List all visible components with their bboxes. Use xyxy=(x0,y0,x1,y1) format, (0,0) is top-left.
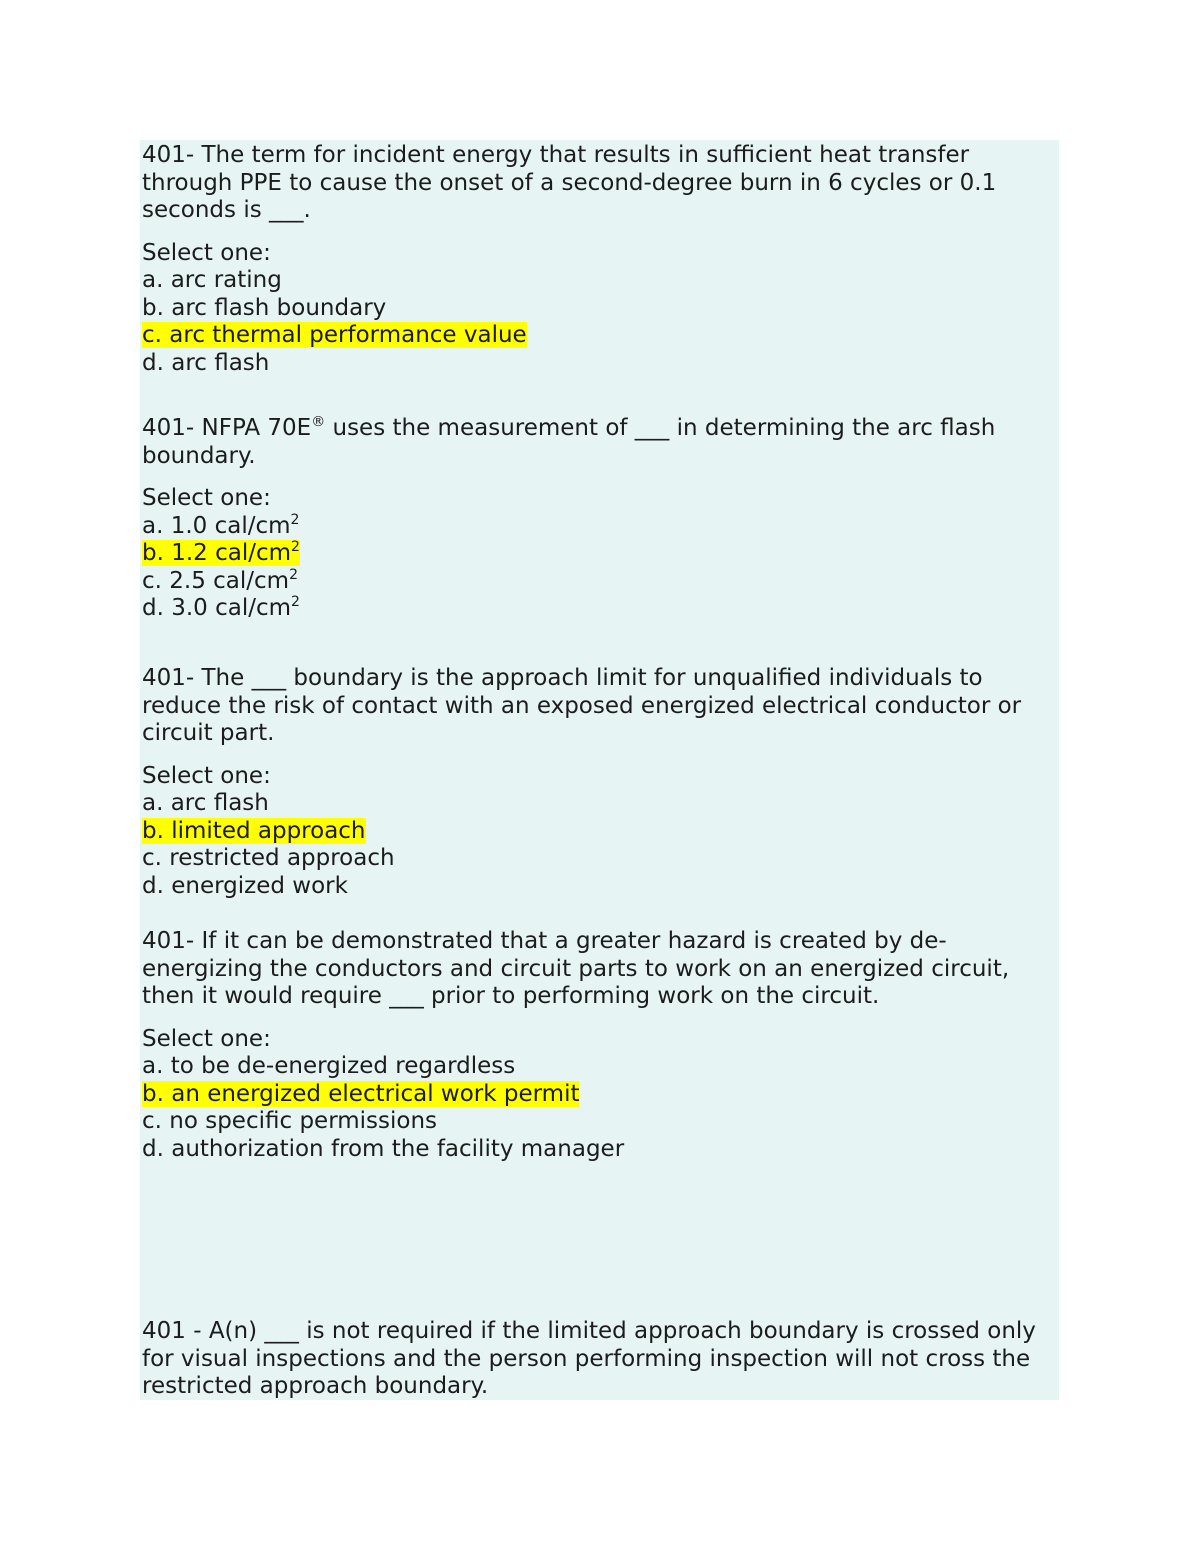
option-c[interactable]: c. no specific permissions xyxy=(142,1108,438,1134)
option-b-correct[interactable]: b. limited approach xyxy=(142,817,366,844)
question-block-4 xyxy=(142,928,1060,1163)
option-a[interactable]: a. 1.0 cal/$cm^2$ xyxy=(142,511,300,539)
option-list xyxy=(142,790,1060,900)
registered-mark: ® xyxy=(311,414,326,430)
option-c[interactable]: c. 2.5 cal/$cm^2$ xyxy=(142,566,299,594)
option-list xyxy=(142,267,1060,377)
option-d[interactable]: d. arc flash xyxy=(142,349,270,376)
question-block-1 xyxy=(142,142,1060,377)
question-text: 401- If it can be demonstrated that a greater hazard is created by de-energizing the conductors and circuit parts to work on an energized circuit, then it would require ___ prior to performing work on the circuit. xyxy=(142,928,1010,1009)
option-b-correct[interactable]: b. an energized electrical work permit xyxy=(142,1080,580,1107)
select-one-label: Select one: xyxy=(142,1025,271,1052)
option-b[interactable]: b. arc flash boundary xyxy=(142,294,387,321)
option-d[interactable]: d. authorization from the facility manager xyxy=(142,1135,625,1162)
question-text: 401- NFPA 70E® uses the measurement of ___ in determining the arc flash boundary. xyxy=(142,414,996,469)
question-text: 401 - A(n) ___ is not required if the limited approach boundary is crossed only for visual inspections and the person performing inspection will not cross the restricted approach boundary. xyxy=(142,1318,1036,1399)
option-b-correct[interactable]: b. 1.2 cal/$cm^2$ xyxy=(142,539,300,566)
option-list xyxy=(142,513,1060,623)
question-text: 401- The ___ boundary is the approach limit for unqualified individuals to reduce the risk of contact with an exposed energized electrical conductor or circuit part. xyxy=(142,665,1022,746)
option-a[interactable]: a. arc flash xyxy=(142,790,269,816)
option-d[interactable]: d. 3.0 cal/$cm^2$ xyxy=(142,594,300,621)
question-text: 401- The term for incident energy that results in sufficient heat transfer through PPE to cause the onset of a second-degree burn in 6 cycles or 0.1 seconds is ___. xyxy=(142,142,997,223)
question-block-5 xyxy=(142,1318,1060,1401)
question-block-3 xyxy=(142,665,1060,900)
option-list xyxy=(142,1053,1060,1163)
option-c-correct[interactable]: c. arc thermal performance value xyxy=(142,322,527,348)
select-one-label: Select one: xyxy=(142,485,271,511)
question-block-2 xyxy=(142,415,1060,623)
select-one-label: Select one: xyxy=(142,762,271,789)
option-a[interactable]: a. to be de-energized regardless xyxy=(142,1053,516,1079)
option-a[interactable]: a. arc rating xyxy=(142,267,282,293)
option-d[interactable]: d. energized work xyxy=(142,872,348,899)
select-one-label: Select one: xyxy=(142,239,271,266)
option-c[interactable]: c. restricted approach xyxy=(142,845,395,871)
